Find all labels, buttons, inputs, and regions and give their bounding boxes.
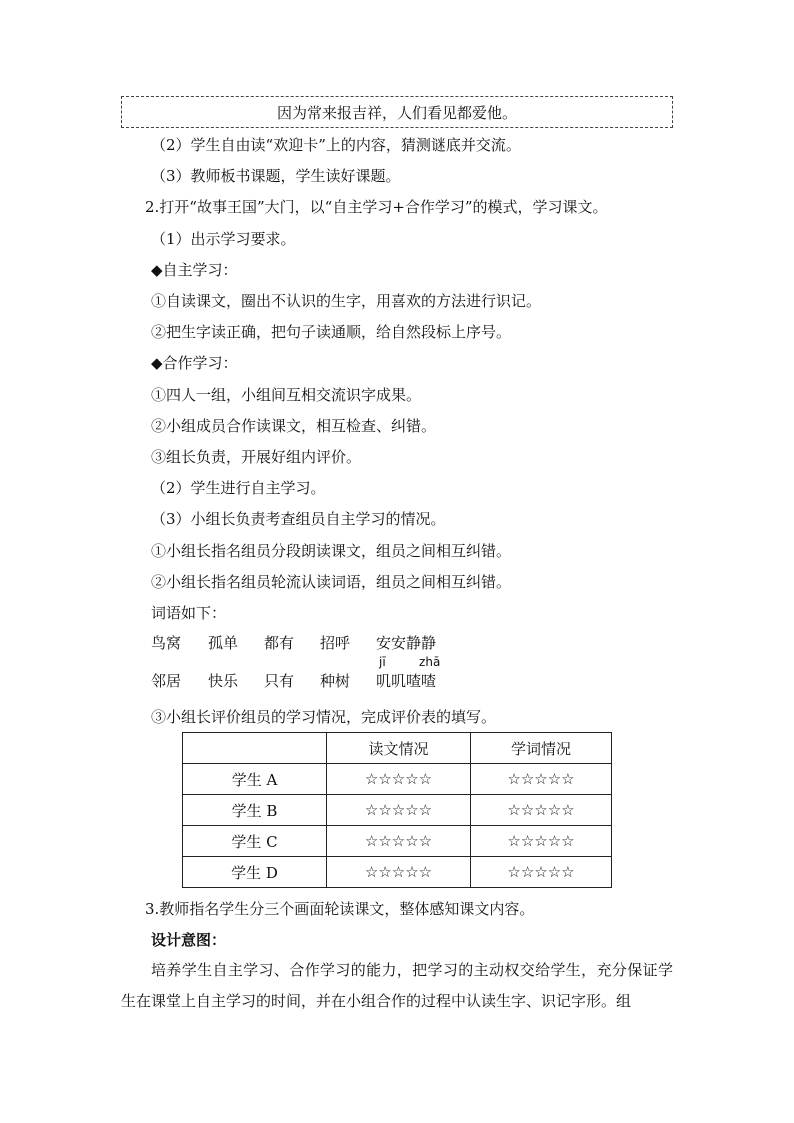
table-row bbox=[183, 826, 612, 857]
vocab-word: 鸟窝 bbox=[151, 634, 182, 652]
text-line: 3.教师指名学生分三个画面轮读课文，整体感知课文内容。 bbox=[145, 900, 535, 918]
riddle-box bbox=[121, 96, 673, 128]
riddle-text: 因为常来报吉祥，人们看见都爱他。 bbox=[276, 103, 517, 122]
text-line: ③小组长评价组员的学习情况，完成评价表的填写。 bbox=[151, 708, 497, 726]
vocab-word: 招呼 bbox=[320, 634, 351, 652]
text-line: （2）学生进行自主学习。 bbox=[151, 479, 326, 497]
table-cell: 学生 B bbox=[183, 795, 327, 826]
table-cell: 学生 C bbox=[183, 826, 327, 857]
text-line: ③组长负责，开展好组内评价。 bbox=[151, 448, 362, 466]
text-line: ②小组成员合作读课文，相互检查、纠错。 bbox=[151, 417, 437, 435]
text-line: （1）出示学习要求。 bbox=[151, 230, 296, 248]
table-cell: ☆☆☆☆☆ bbox=[471, 764, 612, 795]
pinyin-zha: zhā bbox=[419, 655, 441, 669]
table-cell: ☆☆☆☆☆ bbox=[471, 826, 612, 857]
text-line: ①小组长指名组员分段朗读课文，组员之间相互纠错。 bbox=[151, 542, 512, 560]
vocab-char: 叽 bbox=[376, 672, 392, 690]
vocab-word: 邻居 bbox=[151, 672, 182, 690]
text-line: ②把生字读正确，把句子读通顺，给自然段标上序号。 bbox=[151, 323, 512, 341]
table-row bbox=[183, 795, 612, 826]
table-cell: 学生 A bbox=[183, 764, 327, 795]
text-line: 词语如下： bbox=[151, 604, 227, 622]
text-line: ◆合作学习： bbox=[151, 354, 238, 372]
vocab-char: 喳 bbox=[406, 672, 422, 690]
design-paragraph: 培养学生自主学习、合作学习的能力，把学习的主动权交给学生，充分保证学生在课堂上自主学习的时间，并在小组合作的过程中认读生字、识记字形。组 bbox=[121, 961, 673, 1010]
table-header-row bbox=[183, 733, 612, 764]
vocab-word: 快乐 bbox=[208, 672, 239, 690]
vocab-word: 种树 bbox=[320, 672, 351, 690]
text-line: ①四人一组，小组间互相交流识字成果。 bbox=[151, 386, 422, 404]
table-header-cell: 学词情况 bbox=[471, 733, 612, 764]
table-header-cell: 读文情况 bbox=[327, 733, 471, 764]
text-line: （3）教师板书课题，学生读好课题。 bbox=[151, 167, 401, 185]
table-cell: 学生 D bbox=[183, 857, 327, 888]
table-cell: ☆☆☆☆☆ bbox=[471, 857, 612, 888]
text-line: （3）小组长负责考查组员自主学习的情况。 bbox=[151, 510, 446, 528]
text-line: 2.打开“故事王国”大门，以“自主学习+合作学习”的模式，学习课文。 bbox=[145, 198, 608, 216]
table-row bbox=[183, 857, 612, 888]
vocab-char: 叽 bbox=[391, 672, 407, 690]
evaluation-table bbox=[182, 732, 612, 888]
table-cell: ☆☆☆☆☆ bbox=[327, 826, 471, 857]
vocab-word: 安安静静 bbox=[376, 634, 437, 652]
text-line: ②小组长指名组员轮流认读词语，组员之间相互纠错。 bbox=[151, 573, 512, 591]
vocab-char: 喳 bbox=[421, 672, 437, 690]
vocab-word: 只有 bbox=[264, 672, 295, 690]
table-header-cell bbox=[183, 733, 327, 764]
table-cell: ☆☆☆☆☆ bbox=[471, 795, 612, 826]
text-line: （2）学生自由读“欢迎卡”上的内容，猜测谜底并交流。 bbox=[151, 136, 521, 154]
vocab-word-with-pinyin bbox=[376, 655, 441, 692]
table-cell: ☆☆☆☆☆ bbox=[327, 857, 471, 888]
vocab-word: 都有 bbox=[264, 634, 295, 652]
pinyin-ji: jī bbox=[379, 655, 386, 669]
vocab-word: 孤单 bbox=[208, 634, 239, 652]
table-cell: ☆☆☆☆☆ bbox=[327, 764, 471, 795]
design-heading: 设计意图： bbox=[151, 931, 227, 949]
text-line: ①自读课文，圈出不认识的生字，用喜欢的方法进行识记。 bbox=[151, 292, 542, 310]
table-row bbox=[183, 764, 612, 795]
text-line: ◆自主学习： bbox=[151, 261, 238, 279]
table-cell: ☆☆☆☆☆ bbox=[327, 795, 471, 826]
